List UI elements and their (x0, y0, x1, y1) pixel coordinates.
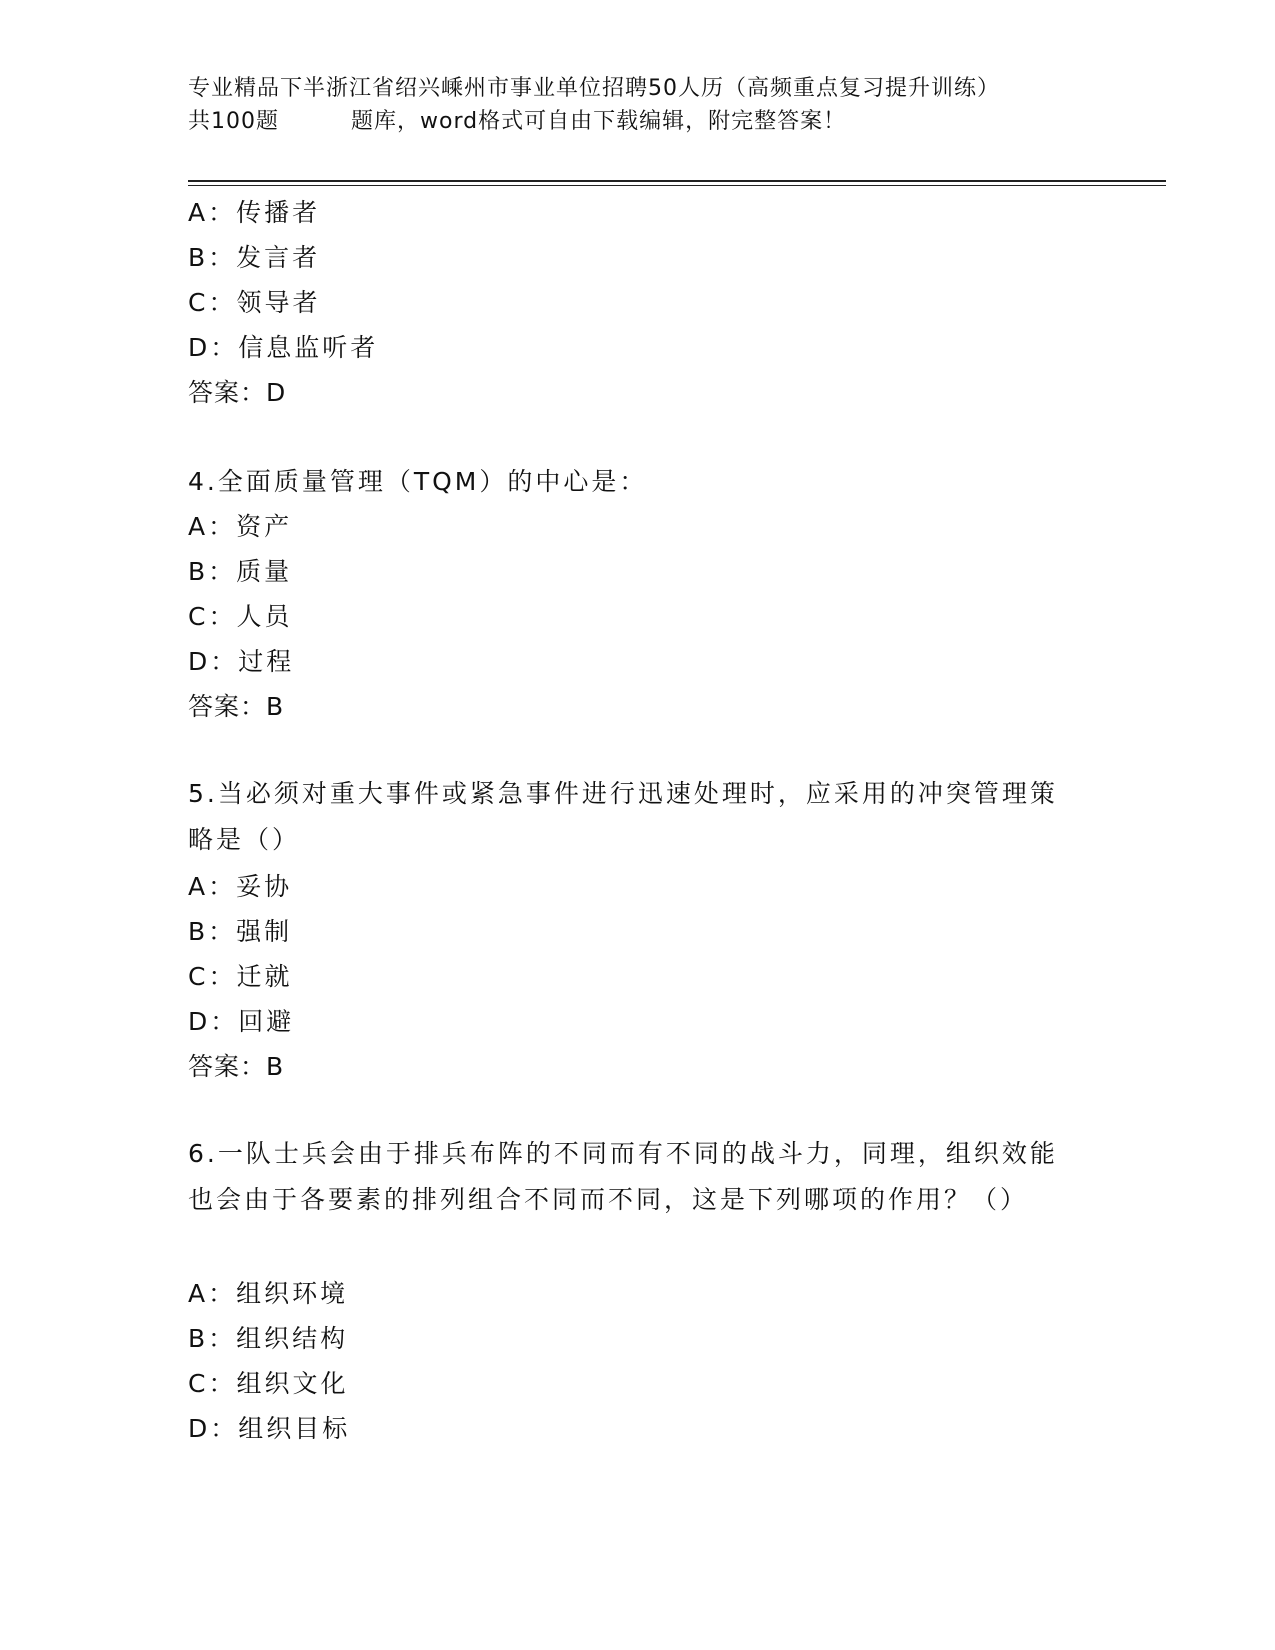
q5-option-c: C：迁就 (188, 962, 293, 991)
q6-stem: 6.一队士兵会由于排兵布阵的不同而有不同的战斗力，同理，组织效能也会由于各要素的排列组合不同而不同，这是下列哪项的作用？（） (188, 1139, 1058, 1214)
header-divider-thin (188, 185, 1166, 186)
q4-answer: 答案：B (188, 692, 285, 721)
header-title: 专业精品下半浙江省绍兴嵊州市事业单位招聘50人历（高频重点复习提升训练） (188, 76, 1000, 101)
q4-option-b: B：质量 (188, 557, 293, 586)
q5-option-a: A：妥协 (188, 872, 293, 901)
q3-option-a: A：传播者 (188, 198, 321, 227)
q5-stem: 5.当必须对重大事件或紧急事件进行迅速处理时，应采用的冲突管理策略是（） (188, 779, 1058, 854)
q3-option-c: C：领导者 (188, 288, 321, 317)
header-subtitle (188, 105, 1088, 138)
q3-option-d: D：信息监听者 (188, 333, 379, 362)
q4-stem: 4.全面质量管理（TQM）的中心是： (188, 467, 648, 496)
q6-option-d: D：组织目标 (188, 1414, 351, 1443)
header-divider (188, 180, 1166, 182)
q5-option-d: D：回避 (188, 1007, 295, 1036)
header-count: 共100题 (188, 109, 279, 134)
q3-option-b: B：发言者 (188, 243, 321, 272)
q4-option-a: A：资产 (188, 512, 293, 541)
q5-answer: 答案：B (188, 1052, 285, 1081)
header-note: 题库，word格式可自由下载编辑，附完整答案！ (351, 109, 847, 134)
q5-option-b: B：强制 (188, 917, 293, 946)
q6-option-a: A：组织环境 (188, 1279, 349, 1308)
q6-option-c: C：组织文化 (188, 1369, 349, 1398)
document-header (188, 72, 1088, 138)
q4-option-c: C：人员 (188, 602, 293, 631)
q4-option-d: D：过程 (188, 647, 295, 676)
q3-answer: 答案：D (188, 378, 287, 407)
q6-option-b: B：组织结构 (188, 1324, 349, 1353)
